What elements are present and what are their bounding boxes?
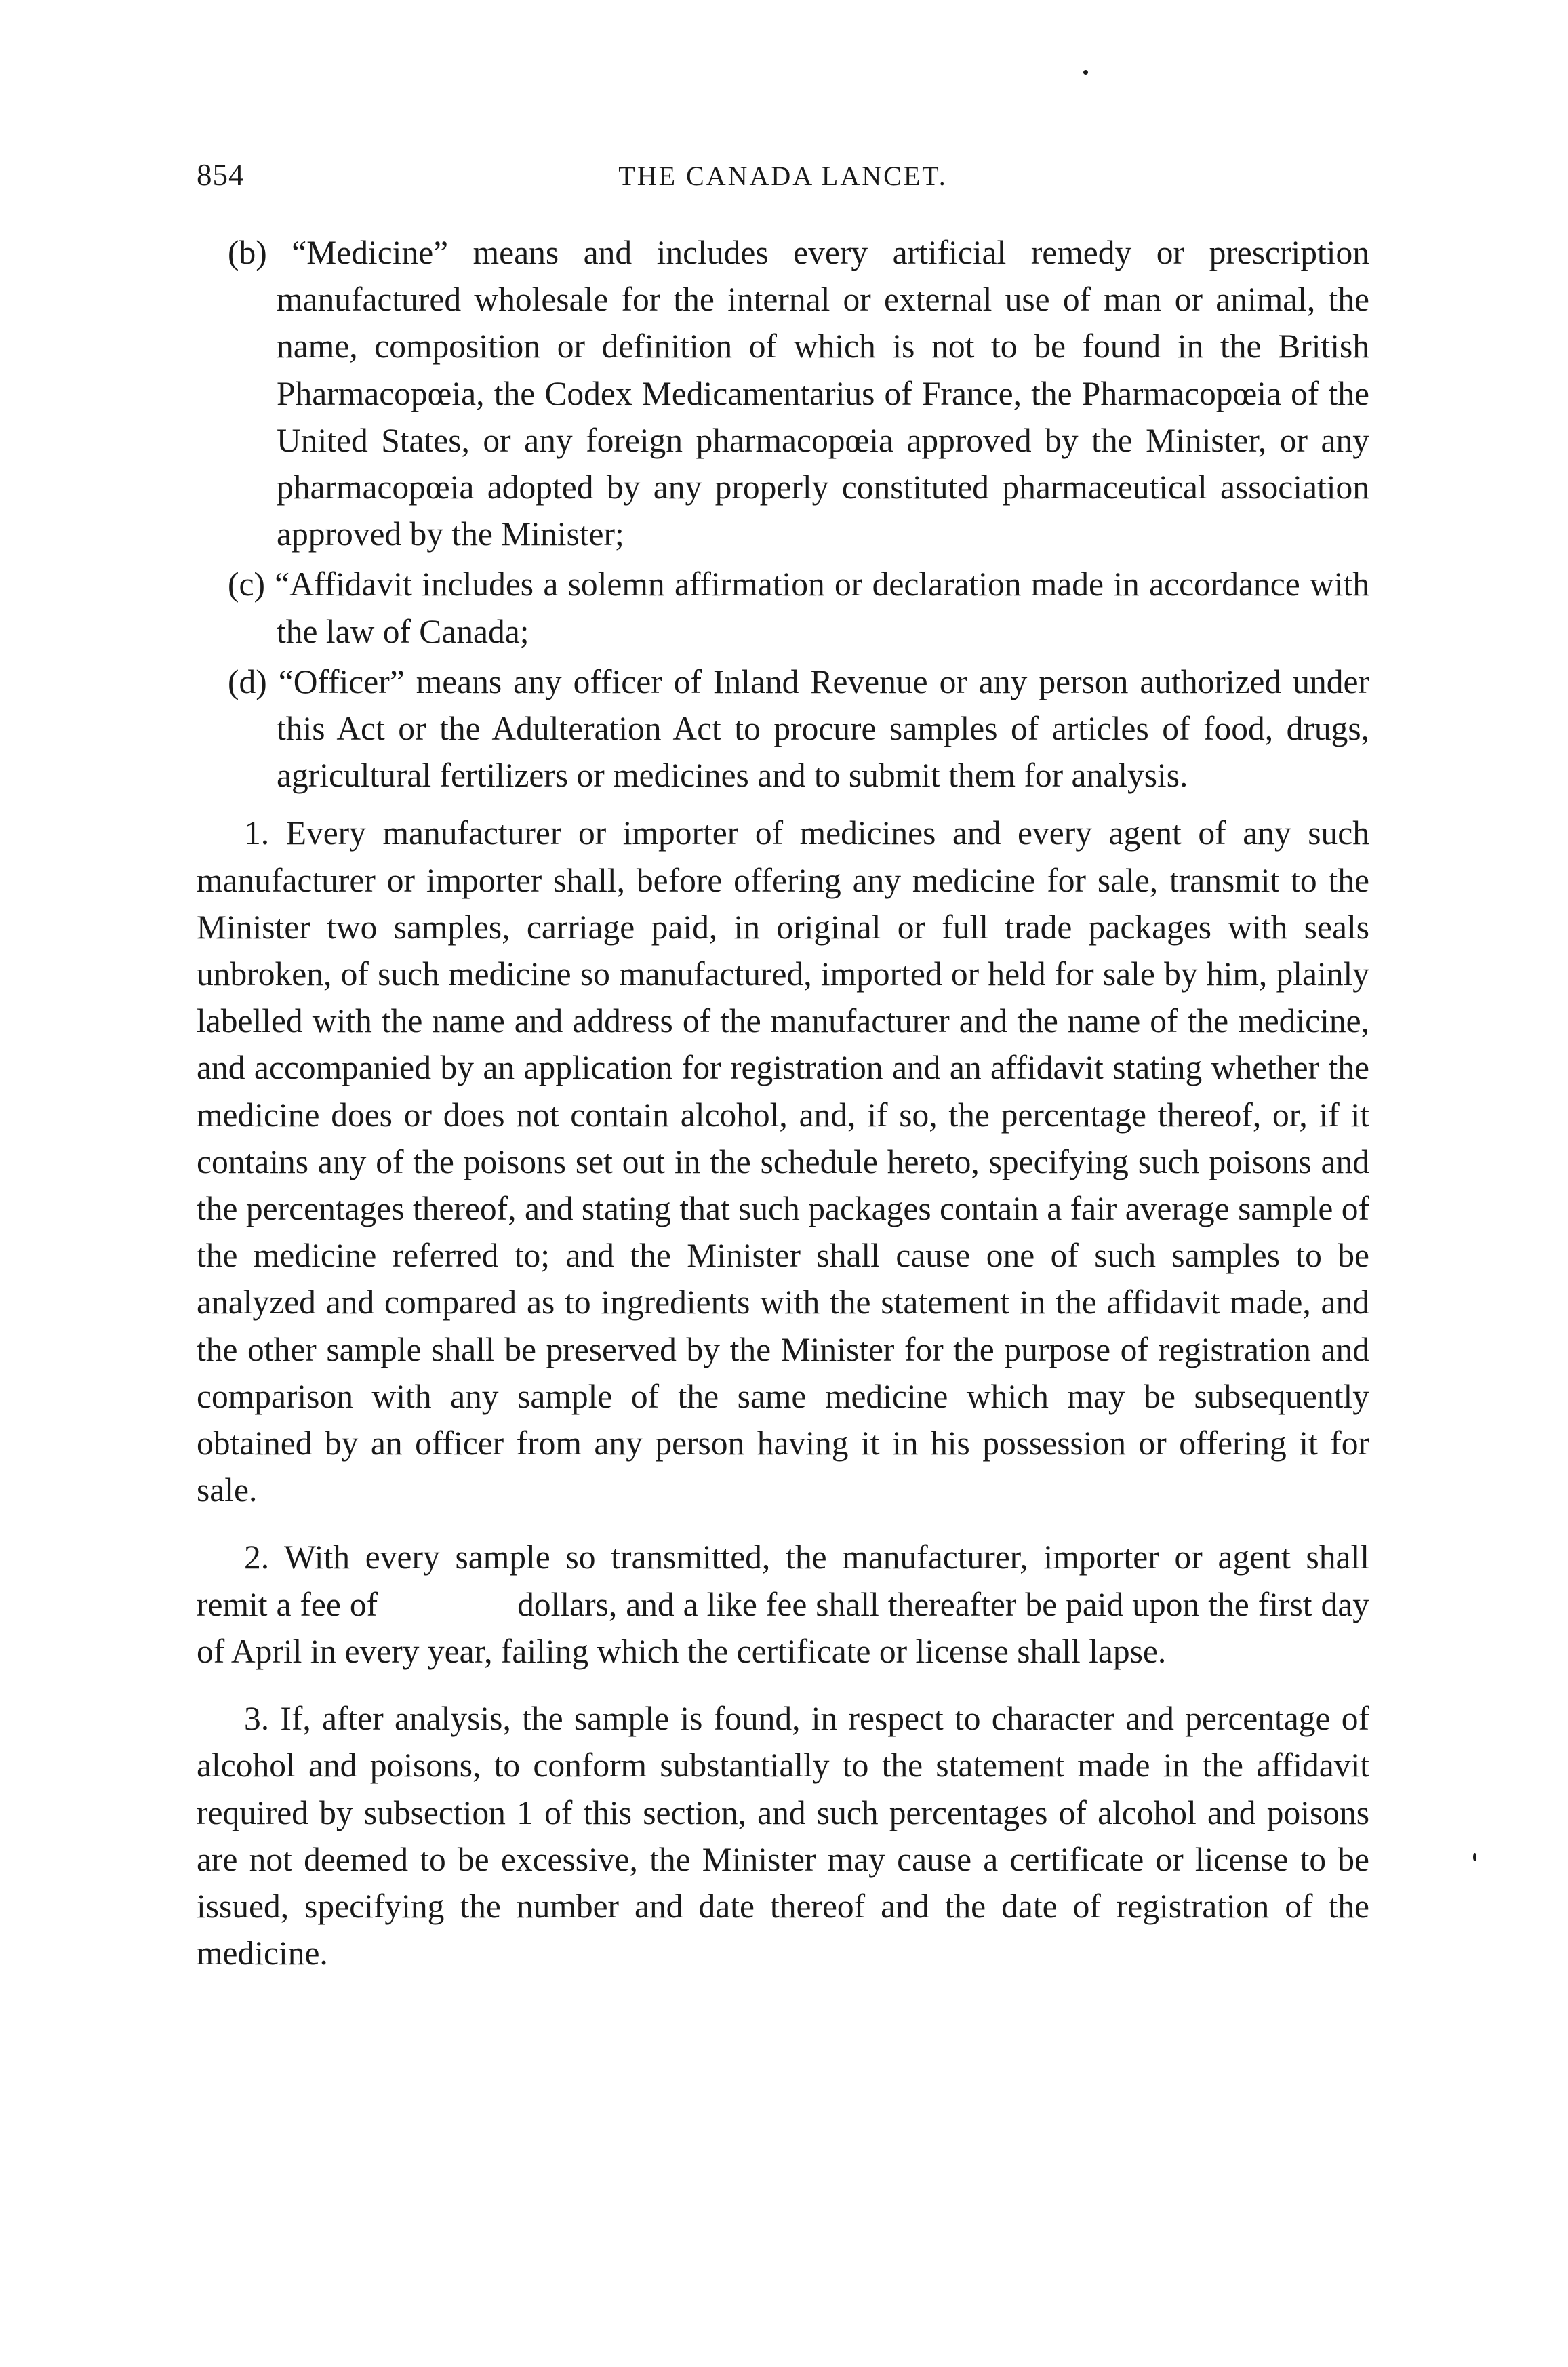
- definition-d: (d) “Officer” means any officer of Inland Revenue or any person authorized under this Act or the Adulteration Act to procure samples of articles of food, drugs, agricultural fertilizers or medicines and to submit them for analysis.: [228, 662, 1369, 795]
- page-number: 854: [197, 158, 245, 192]
- definitions-list: [197, 229, 1369, 799]
- ink-speck: [1473, 1853, 1476, 1861]
- section-1: 1. Every manufacturer or importer of medicines and every agent of any such manufacturer or importer shall, before offering any medicine for sale, transmit to the Minister two samples, carriage paid, in original or full trade packages with seals unbroken, of such medicine so manufactured, imported or held for sale by him, plainly labelled with the name and address of the manufacturer and the name of the medicine, and accompanied by an application for registration and an affidavit stating whether the medicine does or does not contain alcohol, and, if so, the percentage thereof, or, if it contains any of the poisons set out in the schedule hereto, specifying such poisons and the percentages thereof, and stating that such packages contain a fair average sample of the medicine referred to; and the Minister shall cause one of such samples to be analyzed and compared as to ingredients with the statement in the affidavit made, and the other sample shall be preserved by the Minister for the purpose of registration and comparison with any sample of the same medicine which may be subsequently obtained by an officer from any person having it in his possession or offering it for sale.: [197, 814, 1369, 1509]
- section-2-before-blank: 2. With every sample so transmitted, the manufacturer, importer or agent shall remit a fee of: [197, 1538, 1369, 1623]
- page-header: [197, 157, 1369, 198]
- document-page: [197, 157, 1369, 2313]
- definition-b: (b) “Medicine” means and includes every artificial remedy or prescription manufactured wholesale for the internal or external use of man or animal, the name, composition or definition of which is not to be found in the British Pharmacopœia, the Codex Medicamentarius of France, the Pharmacopœia of the United States, or any foreign pharmacopœia approved by the Minister, or any pharmacopœia adopted by any properly constituted pharmaceutical association approved by the Minister;: [228, 234, 1369, 553]
- section-2-after-blank: dollars, and a like fee shall thereafter be paid upon the first day of April in every year, failing which the certificate or license shall lapse.: [197, 1585, 1369, 1670]
- section-3: 3. If, after analysis, the sample is found, in respect to character and percentage of alcohol and poisons, to conform substantially to the statement made in the affidavit required by subsection 1 of this section, and such percentages of alcohol and poisons are not deemed to be excessive, the Minister may cause a certificate or license to be issued, specifying the number and date thereof and the date of registration of the medicine.: [197, 1700, 1369, 1972]
- definition-c: (c) “Affidavit includes a solemn affirmation or declaration made in accordance with the law of Canada;: [228, 565, 1369, 650]
- section-2: [197, 1534, 1369, 1675]
- sections-list: [197, 810, 1369, 1976]
- ink-speck: [1083, 70, 1088, 75]
- running-head: THE CANADA LANCET.: [618, 161, 948, 191]
